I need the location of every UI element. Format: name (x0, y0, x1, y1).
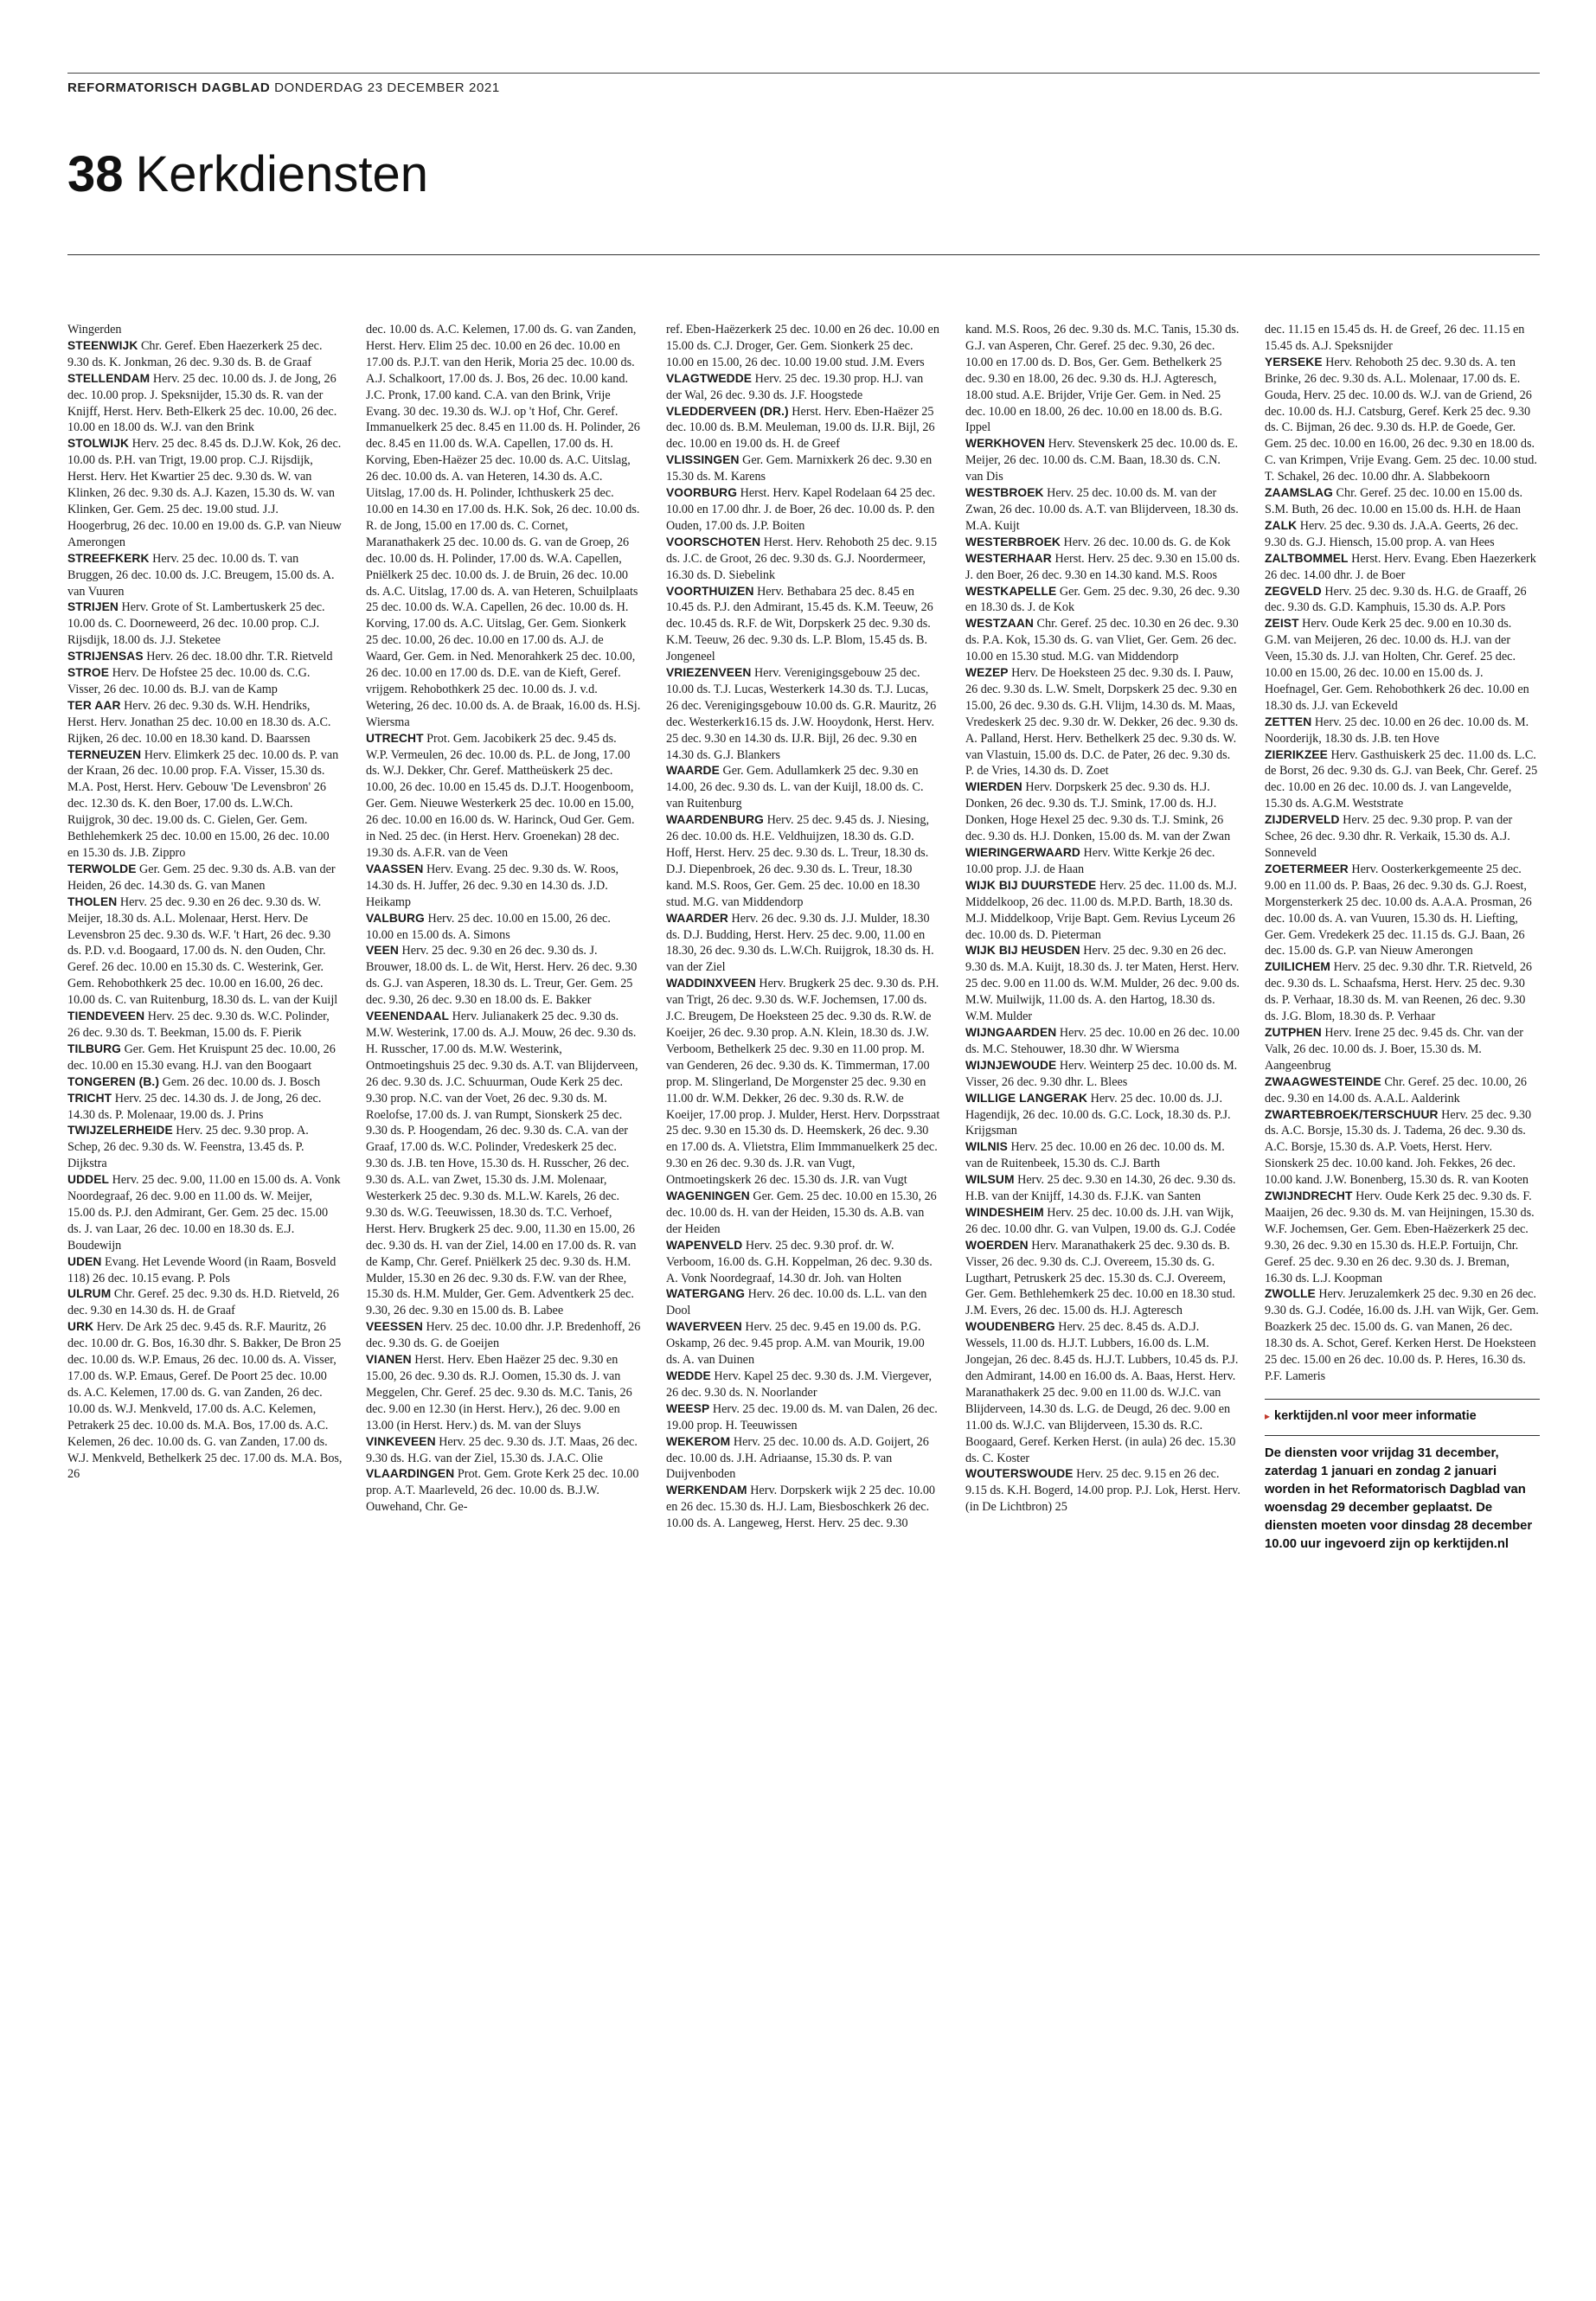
service-details: Herv. 25 dec. 8.45 ds. A.D.J. Wessels, 11.00 ds. H.J.T. Lubbers, 16.00 ds. L.M. Jongejan, 26 dec. 8.45 ds. H.J.T. Lubbers, 10.45 ds. P.J. den Admirant, 14.00 en 16.00 ds. A. Baas, Herst. Herv. Maranathakerk 25 dec. 9.00 en 11.00 ds. W.J.C. van Blijderveen, 14.30 ds. L.G. de Deugd, 26 dec. 9.00 en 11.00 ds. W.J.C. van Blijderveen, 15.30 ds. R.C. Boogaard, Geref. Kerken Herst. (in aula) 26 dec. 15.30 ds. C. Koster (965, 1320, 1239, 1465)
listing-column-5 (1265, 322, 1540, 1554)
place-name: VLAARDINGEN (366, 1467, 455, 1481)
listing-entry (666, 1189, 941, 1238)
service-details: Herv. 25 dec. 9.30 dhr. T.R. Rietveld, 26 dec. 9.30 ds. L. Schaafsma, Herst. Herv. 25 dec. 9.30 ds. P. Verhaar, 18.30 ds. M. van Reenen, 26 dec. 9.30 ds. J.G. Blom, 18.30 ds. P. Verhaar (1265, 960, 1533, 1024)
header-rule (67, 254, 1540, 255)
page-title (67, 145, 428, 203)
service-details: Herv. 25 dec. 11.00 ds. M.J. Middelkoop, 26 dec. 11.00 ds. M.P.D. Barth, 18.30 ds. M.J. Middelkoop, Vrije Bapt. Gem. Revius Lyceum 26 dec. 10.00 ds. D. Pieterman (965, 878, 1237, 942)
listing-entry (1265, 715, 1540, 747)
listing-entry (965, 665, 1240, 779)
service-details: Herv. Grote of St. Lambertuskerk 25 dec. 10.00 ds. C. Doorneweerd, 26 dec. 10.00 prop. C.J. Rijsdijk, 18.00 ds. J.J. Steketee (67, 600, 325, 648)
service-details: Herv. Bethabara 25 dec. 8.45 en 10.45 ds. P.J. den Admirant, 15.45 ds. K.M. Teeuw, 26 dec. 10.45 ds. R.F. de Wit, Dorpskerk 25 dec. 9.30 ds. K.M. Teeuw, 26 dec. 9.30 ds. L.P. Blom, 15.45 ds. B. Jongeneel (666, 584, 933, 664)
listing-entry (67, 862, 343, 894)
place-name: STRIJENSAS (67, 650, 144, 663)
listing-entry (366, 1434, 641, 1467)
place-name: THOLEN (67, 894, 118, 908)
service-details: Herv. 25 dec. 10.00 ds. A.D. Goijert, 26 dec. 10.00 ds. J.H. Adriaanse, 15.30 ds. P. van Duijvenboden (666, 1434, 929, 1482)
service-details: Herst. Herv. 25 dec. 9.30 en 15.00 ds. J. den Boer, 26 dec. 9.30 en 14.30 kand. M.S. Roos (965, 551, 1240, 582)
listing-entry (1265, 322, 1540, 355)
listing-entry (1265, 1286, 1540, 1384)
service-details: Herv. De Ark 25 dec. 9.45 ds. R.F. Mauritz, 26 dec. 10.00 dr. G. Bos, 16.30 dhr. S. Bakker, De Bron 25 dec. 10.00 ds. W.P. Emaus, 26 dec. 10.00 ds. A. Visser, 17.00 ds. W.P. Emaus, Geref. De Poort 25 dec. 10.00 ds. A.C. Kelemen, 17.00 ds. G. van Zanden, 26 dec. 10.00 ds. W.J. Menkveld, 17.00 ds. A.C. Kelemen, Petrakerk 25 dec. 10.00 ds. M.A. Bos, 17.00 ds. A.C. Kelemen, 26 dec. 10.00 ds. G. van Zanden, 17.00 ds. W.J. Menkveld, Bethelkerk 25 dec. 17.00 ds. M.A. Bos, 26 (67, 1320, 343, 1482)
listing-entry (965, 1091, 1240, 1140)
masthead (67, 80, 500, 95)
listing-entry (1265, 616, 1540, 714)
place-name: WIJNGAARDEN (965, 1025, 1057, 1039)
listing-entry (666, 976, 941, 1189)
place-name: WESTERBROEK (965, 535, 1061, 548)
listing-column-1 (67, 322, 343, 1483)
place-name: ULRUM (67, 1287, 112, 1301)
service-details: Herv. 25 dec. 19.30 prop. H.J. van der Wal, 26 dec. 9.30 ds. J.F. Hoogstede (666, 371, 924, 402)
place-name: WAPENVELD (666, 1238, 743, 1252)
service-details: Herv. 25 dec. 9.30 ds. J.T. Maas, 26 dec. 9.30 ds. H.G. van der Ziel, 15.30 ds. J.A.C. Olie (366, 1434, 638, 1465)
place-name: URK (67, 1320, 94, 1334)
service-details: Herv. Dorpskerk wijk 2 25 dec. 10.00 en 26 dec. 15.30 ds. H.J. Lam, Biesboschkerk 26 dec. 10.00 ds. A. Langeweg, Herst. Herv. 25 dec. 9.30 (666, 1484, 936, 1531)
place-name: TERWOLDE (67, 862, 137, 875)
place-name: VOORBURG (666, 486, 738, 500)
service-details: Herv. 25 dec. 9.45 en 19.00 ds. P.G. Oskamp, 26 dec. 9.45 prop. A.M. van Mourik, 19.00 ds. A. van Duinen (666, 1320, 925, 1368)
service-details: Herv. 25 dec. 10.00 en 26 dec. 10.00 ds. M. van de Ruitenbeek, 15.30 ds. C.J. Barth (965, 1140, 1225, 1171)
place-name: WILSUM (965, 1173, 1015, 1187)
listing-entry (67, 322, 343, 338)
listing-entry (67, 894, 343, 1009)
listing-entry (67, 1091, 343, 1124)
listing-entry (1265, 1025, 1540, 1074)
listing-entry (67, 698, 343, 747)
place-name: WERKHOVEN (965, 437, 1046, 451)
service-details: Ger. Gem. 25 dec. 10.00 en 15.30, 26 dec. 10.00 ds. H. van der Heiden, 15.30 ds. A.B. van der Heiden (666, 1189, 937, 1236)
place-name: VRIEZENVEEN (666, 666, 752, 680)
listing-entry (965, 551, 1240, 584)
listing-entry (366, 1319, 641, 1352)
place-name: UDDEL (67, 1173, 110, 1187)
service-details: Herv. Rehoboth 25 dec. 9.30 ds. A. ten Brinke, 26 dec. 9.30 ds. A.L. Molenaar, 17.00 ds. E. Gouda, Herv. 25 dec. 10.00 ds. W.J. van de Griend, 26 dec. 10.00 ds. H.J. Catsburg, Geref. Kerk 25 dec. 9.30 ds. C. Bijman, 26 dec. 9.30 ds. H.P. de Goede, Ger. Gem. 25 dec. 10.00 en 16.00, 26 dec. 9.30 en 18.00 ds. C. van Krimpen, Vrije Evang. Gem. 25 dec. 10.00 stud. T. Schakel, 26 dec. 10.00 dhr. A. Slabbekoorn (1265, 355, 1537, 484)
service-details: Herst. Herv. Kapel Rodelaan 64 25 dec. 10.00 en 17.00 dhr. J. de Boer, 26 dec. 10.00 ds. P. den Ouden, 17.00 ds. J.P. Boiten (666, 486, 936, 533)
listing-entry (366, 1352, 641, 1434)
listing-entry (67, 599, 343, 649)
service-details: Chr. Geref. 25 dec. 10.30 en 26 dec. 9.30 ds. P.A. Kok, 15.30 ds. G. van Vliet, Ger. Gem. 26 dec. 10.00 en 15.30 stud. M.G. van Middendorp (965, 617, 1239, 664)
listing-entry (666, 535, 941, 584)
service-details: Herv. 25 dec. 9.30 en 14.30, 26 dec. 9.30 ds. H.B. van der Knijff, 14.30 ds. F.J.K. van Santen (965, 1173, 1236, 1204)
place-name: VIANEN (366, 1353, 412, 1367)
listing-entry (67, 665, 343, 698)
listing-entry (666, 404, 941, 453)
place-name: VAASSEN (366, 862, 424, 875)
listing-entry (965, 1205, 1240, 1238)
listing-entry (965, 1238, 1240, 1320)
listing-entry (965, 1319, 1240, 1466)
place-name: ZAAMSLAG (1265, 486, 1333, 500)
place-name: VLAGTWEDDE (666, 371, 753, 385)
listing-entry (67, 649, 343, 665)
place-name: WESTBROEK (965, 486, 1044, 500)
service-details: Herv. 25 dec. 8.45 ds. D.J.W. Kok, 26 dec. 10.00 ds. P.H. van Trigt, 19.00 prop. C.J. Rijsdijk, Herst. Herv. Het Kwartier 25 dec. 9.30 ds. W. van Klinken, 26 dec. 9.30 ds. A.J. Kazen, 15.30 ds. W. van Klinken, Ger. Gem. 25 dec. 19.00 stud. J.J. Hoogerbrug, 26 dec. 10.00 en 19.00 ds. G.P. van Nieuw Amerongen (67, 437, 342, 549)
listing-entry (965, 436, 1240, 485)
listing-entry (366, 731, 641, 862)
place-name: WINDESHEIM (965, 1205, 1044, 1219)
service-details: Herv. Stevenskerk 25 dec. 10.00 ds. E. Meijer, 26 dec. 10.00 ds. C.M. Baan, 18.30 ds. C.N. van Dis (965, 437, 1239, 484)
listing-entry (67, 1254, 343, 1287)
listing-column-4 (965, 322, 1240, 1516)
place-name: VLISSINGEN (666, 453, 740, 467)
service-details: Chr. Geref. 25 dec. 10.00 en 15.00 ds. S.M. Buth, 26 dec. 10.00 en 15.00 ds. H.H. de Haan (1265, 486, 1523, 516)
listing-entry (666, 812, 941, 910)
listing-entry (965, 943, 1240, 1025)
listing-entry (1265, 551, 1540, 584)
place-name: ZUTPHEN (1265, 1025, 1322, 1039)
top-rule (67, 73, 1540, 74)
listing-entry (1265, 485, 1540, 518)
place-name: VOORTHUIZEN (666, 584, 754, 598)
place-name: ZETTEN (1265, 715, 1312, 728)
place-name: WIJK BIJ HEUSDEN (965, 944, 1080, 958)
listing-entry (366, 1009, 641, 1319)
place-name: WERKENDAM (666, 1484, 747, 1497)
service-details: Herv. 25 dec. 10.00 en 26 dec. 10.00 ds. M. Noorderijk, 18.30 ds. J.B. ten Hove (1265, 715, 1529, 746)
service-details: Ger. Gem. Adullamkerk 25 dec. 9.30 en 14.00, 26 dec. 9.30 ds. L. van der Kuijl, 18.00 ds. C. van Ruitenburg (666, 764, 924, 811)
service-details: Herv. 26 dec. 10.00 ds. G. de Kok (1063, 535, 1231, 549)
place-name: WESTERHAAR (965, 551, 1052, 565)
listing-entry (366, 911, 641, 944)
place-name: WESTKAPELLE (965, 584, 1057, 598)
place-name: UDEN (67, 1254, 102, 1268)
listing-entry (965, 322, 1240, 436)
masthead-paper: REFORMATORISCH DAGBLAD (67, 80, 271, 95)
listing-entry (1265, 1074, 1540, 1107)
listing-entry (1265, 812, 1540, 862)
service-details: Wingerden (67, 323, 122, 336)
place-name: VEEN (366, 944, 399, 958)
service-details: Herv. Oosterkerkgemeente 25 dec. 9.00 en 11.00 ds. P. Baas, 26 dec. 9.30 ds. G.J. Roest, Morgensterkerk 25 dec. 10.00 ds. A.A.A. Prosman, 26 dec. 10.00 ds. A. van Vuuren, 15.30 ds. H. Liefting, Ger. Gem. Vredekerk 25 dec. 11.15 ds. G.J. Baan, 26 dec. 15.00 ds. G.P. van Nieuw Amerongen (1265, 862, 1532, 958)
service-details: Herv. Dorpskerk 25 dec. 9.30 ds. H.J. Donken, 26 dec. 9.30 ds. T.J. Smink, 17.00 ds. H.J. Donken, Hoge Hexel 25 dec. 9.30 ds. T.J. Smink, 26 dec. 9.30 ds. H.J. Donken, 15.00 ds. M. van der Zwan (965, 780, 1231, 844)
listing-entry (1265, 355, 1540, 485)
listing-entry (965, 779, 1240, 845)
service-details: Herv. 25 dec. 10.00 ds. M. van der Zwan, 26 dec. 10.00 ds. A.T. van Blijderveen, 18.30 ds. M.A. Kuijt (965, 486, 1239, 533)
arrow-right-icon: ▸ (1265, 1409, 1271, 1422)
place-name: YERSEKE (1265, 355, 1323, 369)
place-name: WEDDE (666, 1369, 711, 1382)
place-name: WEESP (666, 1401, 710, 1415)
service-details: Herv. 25 dec. 9.30 prof. dr. W. Verboom, 16.00 ds. G.H. Koppelman, 26 dec. 9.30 ds. A. Vonk Noordegraaf, 14.30 dr. Joh. van Holten (666, 1238, 933, 1285)
place-name: TIENDEVEEN (67, 1009, 145, 1023)
place-name: STEENWIJK (67, 338, 138, 352)
service-details: Herv. 25 dec. 9.30 ds. H.G. de Graaff, 26 dec. 9.30 ds. G.D. Kamphuis, 15.30 ds. A.P. Pors (1265, 584, 1527, 615)
place-name: ZIJDERVELD (1265, 813, 1340, 827)
place-name: WAARDENBURG (666, 813, 765, 827)
service-details: Herv. De Hofstee 25 dec. 10.00 ds. C.G. Visser, 26 dec. 10.00 ds. B.J. van de Kamp (67, 666, 311, 696)
listing-entry (1265, 1107, 1540, 1189)
notice-box: De diensten voor vrijdag 31 december, zaterdag 1 januari en zondag 2 januari worden in het Reformatorisch Dagblad van woensdag 29 december geplaatst. De diensten moeten voor dinsdag 28 december 10.00 uur ingevoerd zijn op kerktijden.nl (1265, 1445, 1533, 1551)
service-details: Herv. 25 dec. 14.30 ds. J. de Jong, 26 dec. 14.30 ds. P. Molenaar, 19.00 ds. J. Prins (67, 1091, 322, 1122)
listing-entry (666, 584, 941, 666)
listing-entry (1265, 518, 1540, 551)
listing-entry (1265, 1189, 1540, 1286)
service-details: Chr. Geref. 25 dec. 9.30 ds. H.D. Rietveld, 26 dec. 9.30 en 14.30 ds. H. de Graaf (67, 1287, 339, 1318)
service-details: Herv. 25 dec. 10.00 en 15.00, 26 dec. 10.00 en 15.00 ds. A. Simons (366, 911, 611, 942)
listing-entry (666, 1238, 941, 1287)
place-name: ZEIST (1265, 617, 1299, 631)
service-details: Herv. Maranathakerk 25 dec. 9.30 ds. B. Visser, 26 dec. 9.30 ds. C.J. Overeem, 15.30 ds. G. Lugthart, Petruskerk 25 dec. 15.30 ds. C.J. Overeem, Ger. Gem. Bethlehemkerk 25 dec. 10.00 en 18.30 stud. J.M. Evers, 26 dec. 15.00 ds. H.J. Agteresch (965, 1238, 1236, 1318)
service-details: Herv. 26 dec. 18.00 dhr. T.R. Rietveld (146, 650, 333, 664)
listing-entry (67, 747, 343, 862)
listing-entry (67, 371, 343, 437)
place-name: ZWIJNDRECHT (1265, 1189, 1353, 1203)
service-details: Herv. 25 dec. 9.30 ds. J.A.A. Geerts, 26 dec. 9.30 ds. G.J. Hiensch, 15.00 prop. A. van Hees (1265, 518, 1519, 549)
place-name: WAGENINGEN (666, 1189, 750, 1203)
promo-link-text: kerktijden.nl voor meer informatie (1274, 1408, 1477, 1423)
place-name: VLEDDERVEEN (DR.) (666, 404, 789, 418)
service-details: Herv. 25 dec. 10.00 en 26 dec. 10.00 ds. M.C. Stehouwer, 18.30 dhr. W Wiersma (965, 1025, 1240, 1056)
listing-entry (965, 584, 1240, 617)
service-details: Herv. Kapel 25 dec. 9.30 ds. J.M. Viergever, 26 dec. 9.30 ds. N. Noorlander (666, 1369, 933, 1400)
service-details: Herv. Jeruzalemkerk 25 dec. 9.30 en 26 dec. 9.30 ds. G.J. Codée, 16.00 ds. J.H. van Wijk, Ger. Gem. Boazkerk 25 dec. 15.00 ds. G. van Manen, 26 dec. 18.30 ds. A. Schot, Geref. Kerken Herst. De Hoeksteen 25 dec. 15.00 en 26 dec. 10.00 ds. P. Heres, 16.30 ds. P.F. Lameris (1265, 1287, 1539, 1383)
listing-entry (666, 1319, 941, 1368)
listing-entry (67, 338, 343, 371)
service-details: Ger. Gem. 25 dec. 9.30 ds. A.B. van der Heiden, 26 dec. 14.30 ds. G. van Manen (67, 862, 336, 893)
listing-entry (666, 1483, 941, 1532)
service-details: Herv. 25 dec. 10.00 dhr. J.P. Bredenhoff, 26 dec. 9.30 ds. G. de Goeijen (366, 1320, 641, 1351)
place-name: WILNIS (965, 1140, 1008, 1154)
place-name: VEESSEN (366, 1320, 423, 1334)
service-details: Herst. Herv. Evang. Eben Haezerkerk 26 dec. 14.00 dhr. J. de Boer (1265, 551, 1536, 582)
place-name: ZOETERMEER (1265, 862, 1349, 875)
service-details: Herv. 25 dec. 9.00, 11.00 en 15.00 ds. A. Vonk Noordegraaf, 26 dec. 9.00 en 11.00 ds. W. Meijer, 15.00 ds. P.J. den Admirant, Ger. Gem. 25 dec. 15.00 ds. J. van Laar, 26 dec. 10.00 en 18.30 ds. E.J. Boudewijn (67, 1173, 341, 1253)
promo-rule (1265, 1399, 1540, 1400)
place-name: TWIJZELERHEIDE (67, 1124, 173, 1138)
service-details: Herv. 25 dec. 9.30 prop. P. van der Schee, 26 dec. 9.30 dhr. R. Verkaik, 15.30 ds. A.J. Sonneveld (1265, 813, 1513, 860)
listing-entry (965, 1139, 1240, 1172)
listing-entry (366, 1466, 641, 1516)
place-name: WIJNJEWOUDE (965, 1058, 1057, 1072)
listing-entry (965, 1058, 1240, 1091)
listing-entry (67, 1042, 343, 1074)
service-details: Herv. 25 dec. 9.30 ds. A.C. Borsje, 15.30 ds. J. Tadema, 26 dec. 9.30 ds. A.C. Borsje, 15.30 ds. A.P. Voets, Herst. Herv. Sionskerk 25 dec. 10.00 kand. Joh. Fekkes, 26 dec. 10.00 kand. J.W. Bonenberg, 15.30 ds. R. van Kooten (1265, 1107, 1532, 1188)
listing-entry (965, 535, 1240, 551)
place-name: STRIJEN (67, 600, 119, 614)
listing-entry (666, 1401, 941, 1434)
listing-entry (67, 1009, 343, 1042)
listing-entry (666, 322, 941, 371)
service-details: Herv. 25 dec. 9.30 en 26 dec. 9.30 ds. J. Brouwer, 18.00 ds. L. de Wit, Herst. Herv. 26 dec. 9.30 ds. G.J. van Asperen, 18.30 ds. L. Treur, Ger. Gem. 25 dec. 9.30, 26 dec. 9.30 en 18.00 ds. E. Bakker (366, 944, 638, 1008)
place-name: TILBURG (67, 1042, 122, 1055)
place-name: WILLIGE LANGERAK (965, 1091, 1088, 1105)
listing-entry (666, 485, 941, 535)
place-name: WAARDE (666, 764, 720, 778)
service-details: Herv. Irene 25 dec. 9.45 ds. Chr. van der Valk, 26 dec. 10.00 ds. J. Boer, 15.30 ds. M. Aangeenbrug (1265, 1025, 1523, 1073)
service-details: Chr. Geref. 25 dec. 10.00, 26 dec. 9.30 en 14.00 ds. A.A.L. Aalderink (1265, 1074, 1528, 1106)
listing-entry (366, 862, 641, 911)
service-details: kand. M.S. Roos, 26 dec. 9.30 ds. M.C. Tanis, 15.30 ds. G.J. van Asperen, Chr. Geref. 25 dec. 9.30, 26 dec. 10.00 en 17.00 ds. D. Bos, Ger. Gem. Bethelkerk 25 dec. 9.30 en 18.00, 26 dec. 9.30 ds. H.J. Agteresch, 18.00 stud. A.E. Brijder, Vrije Ger. Gem. in Ned. 25 dec. 10.00 en 18.00, 26 dec. 10.00 en 18.00 ds. B.G. Ippel (965, 323, 1240, 435)
service-details: Herv. 25 dec. 10.00 ds. J.J. Hagendijk, 26 dec. 10.00 ds. G.C. Lock, 18.30 ds. P.J. Krijgsman (965, 1091, 1231, 1138)
listing-entry (1265, 959, 1540, 1025)
listing-entry (67, 436, 343, 550)
listing-entry (965, 1025, 1240, 1058)
listing-entry (1265, 862, 1540, 959)
service-details: Herv. Elimkerk 25 dec. 10.00 ds. P. van der Kraan, 26 dec. 10.00 prop. F.A. Visser, 15.30 ds. M.A. Post, Herst. Herv. Gebouw 'De Levensbron' 26 dec. 12.30 ds. K. den Boer, 17.00 ds. L.W.Ch. Ruijgrok, 30 dec. 19.00 ds. C. Gielen, Ger. Gem. Bethlehemkerk 25 dec. 10.00 en 15.00, 26 dec. 10.00 en 15.30 ds. J.B. Zippro (67, 747, 339, 860)
service-details: ref. Eben-Haëzerkerk 25 dec. 10.00 en 26 dec. 10.00 en 15.00 ds. C.J. Droger, Ger. Gem. Sionkerk 25 dec. 10.00 en 15.00, 26 dec. 10.00 19.00 stud. J.M. Evers (666, 323, 939, 369)
place-name: ZIERIKZEE (1265, 747, 1328, 761)
place-name: WATERGANG (666, 1287, 746, 1301)
listing-entry (666, 665, 941, 763)
service-details: Herv. 25 dec. 10.00 ds. J. de Jong, 26 dec. 10.00 prop. J. Speksnijder, 15.30 ds. R. van der Knijff, Herst. Herv. Beth-Elkerk 25 dec. 10.00, 26 dec. 10.00 en 18.00 ds. W.J. van den Brink (67, 371, 337, 435)
service-details: Herv. 25 dec. 9.45 ds. J. Niesing, 26 dec. 10.00 ds. H.E. Veldhuijzen, 18.30 ds. G.D. Hoff, Herst. Herv. 25 dec. 9.30 ds. L. Treur, 18.30 ds. D.J. Diepenbroek, 26 dec. 9.30 ds. L. Treur, 18.30 kand. M.S. Roos, Ger. Gem. 25 dec. 10.00 en 18.30 stud. M.G. van Middendorp (666, 813, 929, 909)
listing-entry (965, 616, 1240, 665)
place-name: WESTZAAN (965, 617, 1034, 631)
listing-entry (67, 551, 343, 600)
service-details: Herv. Evang. 25 dec. 9.30 ds. W. Roos, 14.30 ds. H. Juffer, 26 dec. 9.30 en 14.30 ds. J.D. Heikamp (366, 862, 619, 909)
service-details: Herst. Herv. Rehoboth 25 dec. 9.15 ds. J.C. de Groot, 26 dec. 9.30 ds. G.J. Noordermeer, 16.30 ds. D. Siebelink (666, 535, 938, 582)
place-name: WOUDENBERG (965, 1320, 1055, 1334)
place-name: STREEFKERK (67, 551, 150, 565)
service-details: Herv. 25 dec. 10.00 ds. J.H. van Wijk, 26 dec. 10.00 dhr. G. van Vulpen, 19.00 ds. G.J. Codée (965, 1205, 1236, 1236)
place-name: TERNEUZEN (67, 747, 142, 761)
listing-column-2 (366, 322, 641, 1516)
service-details: Herv. 25 dec. 9.30 prop. A. Schep, 26 dec. 9.30 ds. W. Feenstra, 13.45 ds. P. Dijkstra (67, 1124, 309, 1171)
service-details: Herv. 26 dec. 9.30 ds. J.J. Mulder, 18.30 ds. D.J. Budding, Herst. Herv. 25 dec. 9.00, 11.00 en 18.30, 26 dec. 9.30 ds. L.W.Ch. Ruijgrok, 18.30 ds. H. van der Ziel (666, 911, 934, 975)
service-details: Prot. Gem. Jacobikerk 25 dec. 9.45 ds. W.P. Vermeulen, 26 dec. 10.00 ds. P.L. de Jong, 17.00 ds. W.J. Dekker, Chr. Geref. Mattheüskerk 25 dec. 10.00, 26 dec. 10.00 en 15.45 ds. D.J.T. Hoogenboom, Ger. Gem. Nieuwe Westerkerk 25 dec. 10.00 en 15.00, 26 dec. 10.00 en 16.00 ds. W. Harinck, Oud Ger. Gem. in Ned. 25 dec. (in Herst. Herv. Groenekan) 28 dec. 19.30 ds. A.F.R. van de Veen (366, 731, 635, 860)
place-name: TONGEREN (B.) (67, 1074, 160, 1088)
service-details: Herv. 25 dec. 9.15 en 26 dec. 9.15 ds. K.H. Bogerd, 14.00 prop. P.J. Lok, Herst. Herv. (in De Lichtbron) 25 (965, 1467, 1240, 1515)
service-details: Ger. Gem. Het Kruispunt 25 dec. 10.00, 26 dec. 10.00 en 15.30 evang. H.J. van den Boogaart (67, 1042, 336, 1073)
place-name: ZWOLLE (1265, 1287, 1316, 1301)
place-name: WIERDEN (965, 780, 1022, 794)
section-title: Kerkdiensten (135, 146, 429, 202)
service-details: Herv. Gasthuiskerk 25 dec. 11.00 ds. L.C. de Borst, 26 dec. 9.30 ds. G.J. van Beek, Chr. Geref. 25 dec. 10.00 en 26 dec. 10.00 ds. J. van Langevelde, 15.30 ds. A.G.M. Weststrate (1265, 747, 1538, 811)
listing-entry (67, 1319, 343, 1483)
place-name: UTRECHT (366, 731, 424, 745)
service-details: Herv. 25 dec. 9.30 en 26 dec. 9.30 ds. M.A. Kuijt, 18.30 ds. J. ter Maten, Herst. Herv. 25 dec. 9.00 en 11.00 ds. W.M. Mulder, 26 dec. 9.00 ds. M.W. Muilwijk, 11.00 ds. A. den Hartog, 18.30 ds. W.M. Mulder (965, 944, 1240, 1024)
place-name: ZWAAGWESTEINDE (1265, 1074, 1381, 1088)
place-name: STELLENDAM (67, 371, 151, 385)
listing-entry (67, 1286, 343, 1319)
service-details: Herv. 26 dec. 10.00 ds. L.L. van den Dool (666, 1287, 927, 1318)
service-details: Herv. 25 dec. 9.30 ds. W.C. Polinder, 26 dec. 9.30 ds. T. Beekman, 15.00 ds. F. Pierik (67, 1009, 330, 1040)
listing-entry (666, 371, 941, 404)
service-details: dec. 10.00 ds. A.C. Kelemen, 17.00 ds. G. van Zanden, Herst. Herv. Elim 25 dec. 10.00 en 26 dec. 10.00 en 17.00 ds. P.J.T. van den Herik, Moria 25 dec. 10.00 ds. A.J. Schalkoort, 17.00 ds. J. Bos, 26 dec. 10.00 kand. J.C. Pronk, 17.00 kand. C.A. van den Brink, Vrije Evang. 30 dec. 19.30 ds. W.J. op 't Hof, Chr. Geref. Immanuelkerk 25 dec. 8.45 en 11.00 ds. H. Polinder, 26 dec. 8.45 en 11.00 ds. W.A. Capellen, 17.00 ds. H. Korving, Eben-Haëzer 25 dec. 10.00 ds. A.C. Uitslag, 26 dec. 10.00 ds. A. van Heteren, 14.30 ds. A.C. Uitslag, 17.00 ds. H. Polinder, Ichthuskerk 25 dec. 10.00 en 14.30 en 17.00 ds. H.K. Sok, 26 dec. 10.00 ds. R. de Jong, 15.00 en 17.00 ds. C. Cornet, Maranathakerk 25 dec. 10.00 ds. G. van de Groep, 26 dec. 10.00 ds. H. Polinder, 17.00 ds. W.A. Capellen, Pniëlkerk 25 dec. 10.00 ds. J. de Bruin, 26 dec. 10.00 ds. A.C. Uitslag, 17.00 ds. A. van Heteren, Schuilplaats 25 dec. 10.00 ds. W.A. Capellen, 26 dec. 10.00 ds. H. Korving, 17.00 ds. A.C. Uitslag, Ger. Gem. Sionkerk 25 dec. 10.00, 26 dec. 10.00 en 17.00 ds. A.J. de Waard, Ger. Gem. in Ned. Menorahkerk 25 dec. 10.00, 26 dec. 10.00 en 17.00 ds. D.E. van de Kieft, Geref. vrijgem. Rehobothkerk 25 dec. 10.00 ds. J. v.d. Wetering, 26 dec. 10.00 ds. A. de Braak, 16.00 ds. H.Sj. Wiersma (366, 323, 641, 729)
service-details: Herv. 25 dec. 19.00 ds. M. van Dalen, 26 dec. 19.00 prop. H. Teeuwissen (666, 1401, 938, 1433)
place-name: ZUILICHEM (1265, 960, 1331, 974)
listing-entry (965, 485, 1240, 535)
listing-entry (666, 763, 941, 812)
place-name: WIERINGERWAARD (965, 846, 1080, 859)
place-name: TRICHT (67, 1091, 112, 1105)
listing-entry (1265, 747, 1540, 813)
place-name: WAARDER (666, 911, 728, 925)
service-details: Herv. 26 dec. 9.30 ds. W.H. Hendriks, Herst. Herv. Jonathan 25 dec. 10.00 en 18.30 ds. A.C. Rijken, 26 dec. 10.00 en 18.30 kand. D. Baarssen (67, 698, 331, 746)
service-details: Ger. Gem. 25 dec. 9.30, 26 dec. 9.30 en 18.30 ds. J. de Kok (965, 584, 1240, 615)
listing-entry (67, 1074, 343, 1091)
service-details: Herv. Weinterp 25 dec. 10.00 ds. M. Visser, 26 dec. 9.30 dhr. L. Blees (965, 1058, 1238, 1089)
place-name: VINKEVEEN (366, 1434, 436, 1448)
listing-entries (1265, 322, 1540, 1385)
listing-entry (965, 1466, 1240, 1516)
service-details: Herv. Julianakerk 25 dec. 9.30 ds. M.W. Westerink, 17.00 ds. A.J. Mouw, 26 dec. 9.30 ds. H. Russcher, 17.00 ds. M.W. Westerink, Ontmoetingshuis 25 dec. 9.30 ds. A.T. van Blijderveen, 26 dec. 9.30 ds. J.C. Schuurman, Oude Kerk 25 dec. 9.30 prop. N.C. van der Voet, 26 dec. 9.30 ds. M. Roelofse, 17.00 ds. J. van Rumpt, Sionskerk 25 dec. 9.30 ds. P. Hoogendam, 26 dec. 9.30 ds. C.A. van der Graaf, 17.00 ds. W.C. Polinder, Vredeskerk 25 dec. 9.30 ds. J.B. ten Hove, 15.30 ds. H. Russcher, 26 dec. 9.30 ds. A.L. van Zwet, 15.30 ds. J.M. Molenaar, Westerkerk 25 dec. 9.30 ds. M.L.W. Karels, 26 dec. 9.30 ds. W.G. Teeuwissen, 18.30 ds. T.C. Verhoef, Herst. Herv. Brugkerk 25 dec. 9.00, 11.30 en 15.00, 26 dec. 9.30 ds. H. van der Ziel, 14.00 en 17.00 ds. R. van de Kamp, Chr. Geref. Pniëlkerk 25 dec. 9.30 ds. H.M. Mulder, 15.30 en 26 dec. 9.30 ds. F.W. van der Rhee, 15.30 ds. H.M. Mulder, Ger. Gem. Adventkerk 25 dec. 9.30, 26 dec. 9.30 en 15.00 ds. B. Labee (366, 1009, 638, 1318)
service-details: Ger. Gem. Marnixkerk 26 dec. 9.30 en 15.30 ds. M. Karens (666, 453, 933, 484)
service-details: dec. 11.15 en 15.45 ds. H. de Greef, 26 dec. 11.15 en 15.45 ds. A.J. Speksnijder (1265, 323, 1525, 353)
listing-entry (666, 1434, 941, 1484)
masthead-date: DONDERDAG 23 DECEMBER 2021 (274, 80, 500, 95)
place-name: STROE (67, 666, 110, 680)
place-name: ZALTBOMMEL (1265, 551, 1349, 565)
place-name: TER AAR (67, 698, 121, 712)
service-details: Herst. Herv. Eben Haëzer 25 dec. 9.30 en 15.00, 26 dec. 9.30 ds. R.J. Oomen, 15.30 ds. J. van Meggelen, Chr. Geref. 25 dec. 9.30 ds. M.C. Tanis, 26 dec. 9.00 en 12.30 (in Herst. Herv.), 26 dec. 9.00 en 13.00 (in Herst. Herv.) ds. M. van der Sluys (366, 1353, 632, 1433)
place-name: ZEGVELD (1265, 584, 1322, 598)
listing-entry (366, 943, 641, 1009)
place-name: ZWARTEBROEK/TERSCHUUR (1265, 1107, 1439, 1121)
place-name: WADDINXVEEN (666, 977, 756, 990)
service-details: Herv. Verenigingsgebouw 25 dec. 10.00 ds. T.J. Lucas, Westerkerk 14.30 ds. T.J. Lucas, 26 dec. Verenigingsgebouw 10.00 ds. G.R. Mauritz, 26 dec. Westerkerk16.15 ds. J.W. Hooydonk, Herst. Herv. 25 dec. 9.30 en 14.30 ds. IJ.R. Bijl, 26 dec. 9.30 en 14.30 ds. G.J. Blankers (666, 666, 937, 762)
place-name: WEKEROM (666, 1434, 731, 1448)
listing-entry (666, 452, 941, 485)
place-name: WOERDEN (965, 1238, 1029, 1252)
service-details: Herv. 25 dec. 9.30 en 26 dec. 9.30 ds. W. Meijer, 18.30 ds. A.L. Molenaar, Herst. Herv. De Levensbron 25 dec. 9.30 ds. W.F. 't Hart, 26 dec. 9.30 ds. P.D. v.d. Boogaard, 17.00 ds. N. den Ouden, Chr. Geref. 26 dec. 10.00 en 15.30 ds. C. Westerink, Ger. Gem. Rehobothkerk 25 dec. 10.00 en 16.00, 26 dec. 10.00 ds. C. van Ruitenburg, 18.30 ds. L. van der Kuijl (67, 894, 338, 1008)
service-details: Prot. Gem. Grote Kerk 25 dec. 10.00 prop. A.T. Maarleveld, 26 dec. 10.00 ds. B.J.W. Ouwehand, Chr. Ge- (366, 1467, 639, 1515)
service-details: Herv. Oude Kerk 25 dec. 9.30 ds. F. Maaijen, 26 dec. 9.30 ds. M. van Heijningen, 15.30 ds. W.F. Jochemsen, Ger. Gem. Eben-Haëzerkerk 25 dec. 9.30, 26 dec. 9.30 en 15.30 ds. H.E.P. Fortuijn, Chr. Geref. 25 dec. 9.30 en 26 dec. 9.30 ds. J. Breman, 16.30 ds. L.J. Koopman (1265, 1189, 1535, 1285)
place-name: VEENENDAAL (366, 1009, 450, 1023)
listing-entry (366, 322, 641, 731)
listing-entry (965, 1172, 1240, 1205)
place-name: WIJK BIJ DUURSTEDE (965, 878, 1097, 892)
notice-rule (1265, 1435, 1540, 1436)
place-name: ZALK (1265, 518, 1298, 532)
service-details: Herv. De Hoeksteen 25 dec. 9.30 ds. I. Pauw, 26 dec. 9.30 ds. L.W. Smelt, Dorpskerk 25 dec. 9.30 en 15.00, 26 dec. 9.30 ds. G.H. Vlijm, 14.30 ds. M. Maas, Vredeskerk 25 dec. 9.30 dr. W. Dekker, 26 dec. 9.30 ds. A. Palland, Herst. Herv. Bethelkerk 25 dec. 9.30 ds. W. van Vlastuin, 15.00 ds. D.C. de Pater, 26 dec. 9.30 ds. P. de Vries, 14.30 ds. D. Zoet (965, 666, 1239, 779)
listing-entry (67, 1123, 343, 1172)
service-details: Herv. Witte Kerkje 26 dec. 10.00 prop. J.J. de Haan (965, 846, 1215, 876)
listing-entry (965, 878, 1240, 944)
listing-entry (1265, 584, 1540, 617)
service-details: Herst. Herv. Eben-Haëzer 25 dec. 10.00 ds. B.M. Meuleman, 19.00 ds. IJ.R. Bijl, 26 dec. 10.00 en 19.00 ds. H. de Greef (666, 404, 935, 452)
listing-entry (666, 911, 941, 977)
listing-entry (965, 845, 1240, 878)
listing-column-3 (666, 322, 941, 1532)
place-name: VOORSCHOTEN (666, 535, 761, 548)
place-name: WEZEP (965, 666, 1009, 680)
service-details: Gem. 26 dec. 10.00 ds. J. Bosch (162, 1074, 321, 1089)
service-details: Evang. Het Levende Woord (in Raam, Bosveld 118) 26 dec. 10.15 evang. P. Pols (67, 1254, 337, 1285)
listing-entry (666, 1368, 941, 1401)
place-name: STOLWIJK (67, 437, 130, 451)
service-details: Herv. 25 dec. 10.00 ds. T. van Bruggen, 26 dec. 10.00 ds. J.C. Breugem, 15.00 ds. A. van Vuuren (67, 551, 335, 599)
place-name: WAVERVEEN (666, 1320, 742, 1334)
promo-link[interactable] (1265, 1408, 1540, 1425)
service-details: Herv. Oude Kerk 25 dec. 9.00 en 10.30 ds. G.M. van Meijeren, 26 dec. 10.00 ds. H.J. van der Veen, 15.30 ds. J.J. van Holten, Chr. Geref. 25 dec. 10.00 en 15.00, 26 dec. 10.00 en 15.00 ds. J. Hoefnagel, Ger. Gem. Rehobothkerk 26 dec. 10.00 en 18.30 ds. J.J. van Eckeveld (1265, 617, 1529, 713)
listing-entry (666, 1286, 941, 1319)
place-name: WOUTERSWOUDE (965, 1467, 1074, 1481)
service-details: Herv. Brugkerk 25 dec. 9.30 ds. P.H. van Trigt, 26 dec. 9.30 ds. W.F. Jochemsen, 17.00 ds. J.C. Breugem, De Hoeksteen 25 dec. 9.30 ds. R.W. de Koeijer, 26 dec. 9.30 prop. A.N. Klein, 18.30 ds. J.W. Verboom, Bethelkerk 25 dec. 9.30 en 11.00 prop. M. van Genderen, 26 dec. 9.30 ds. K. Timmerman, 17.00 prop. M. Slingerland, De Morgenster 25 dec. 9.30 en 11.00 dr. W.M. Dekker, 26 dec. 9.30 ds. R.W. de Koeijer, 17.00 prop. J. Mulder, Herst. Herv. Dorpsstraat 25 dec. 9.30 en 15.30 ds. D. Heemskerk, 26 dec. 9.30 en 17.00 ds. A. Vlietstra, Elim Immmanuelkerk 25 dec. 9.30 en 26 dec. 9.30 ds. J.R. van Vugt, Ontmoetingskerk 26 dec. 15.30 ds. J.R. van Vugt (666, 977, 940, 1188)
page-number: 38 (67, 146, 124, 202)
place-name: VALBURG (366, 911, 425, 925)
service-details: Chr. Geref. Eben Haezerkerk 25 dec. 9.30 ds. K. Jonkman, 26 dec. 9.30 ds. B. de Graaf (67, 338, 323, 369)
listing-entry (67, 1172, 343, 1254)
